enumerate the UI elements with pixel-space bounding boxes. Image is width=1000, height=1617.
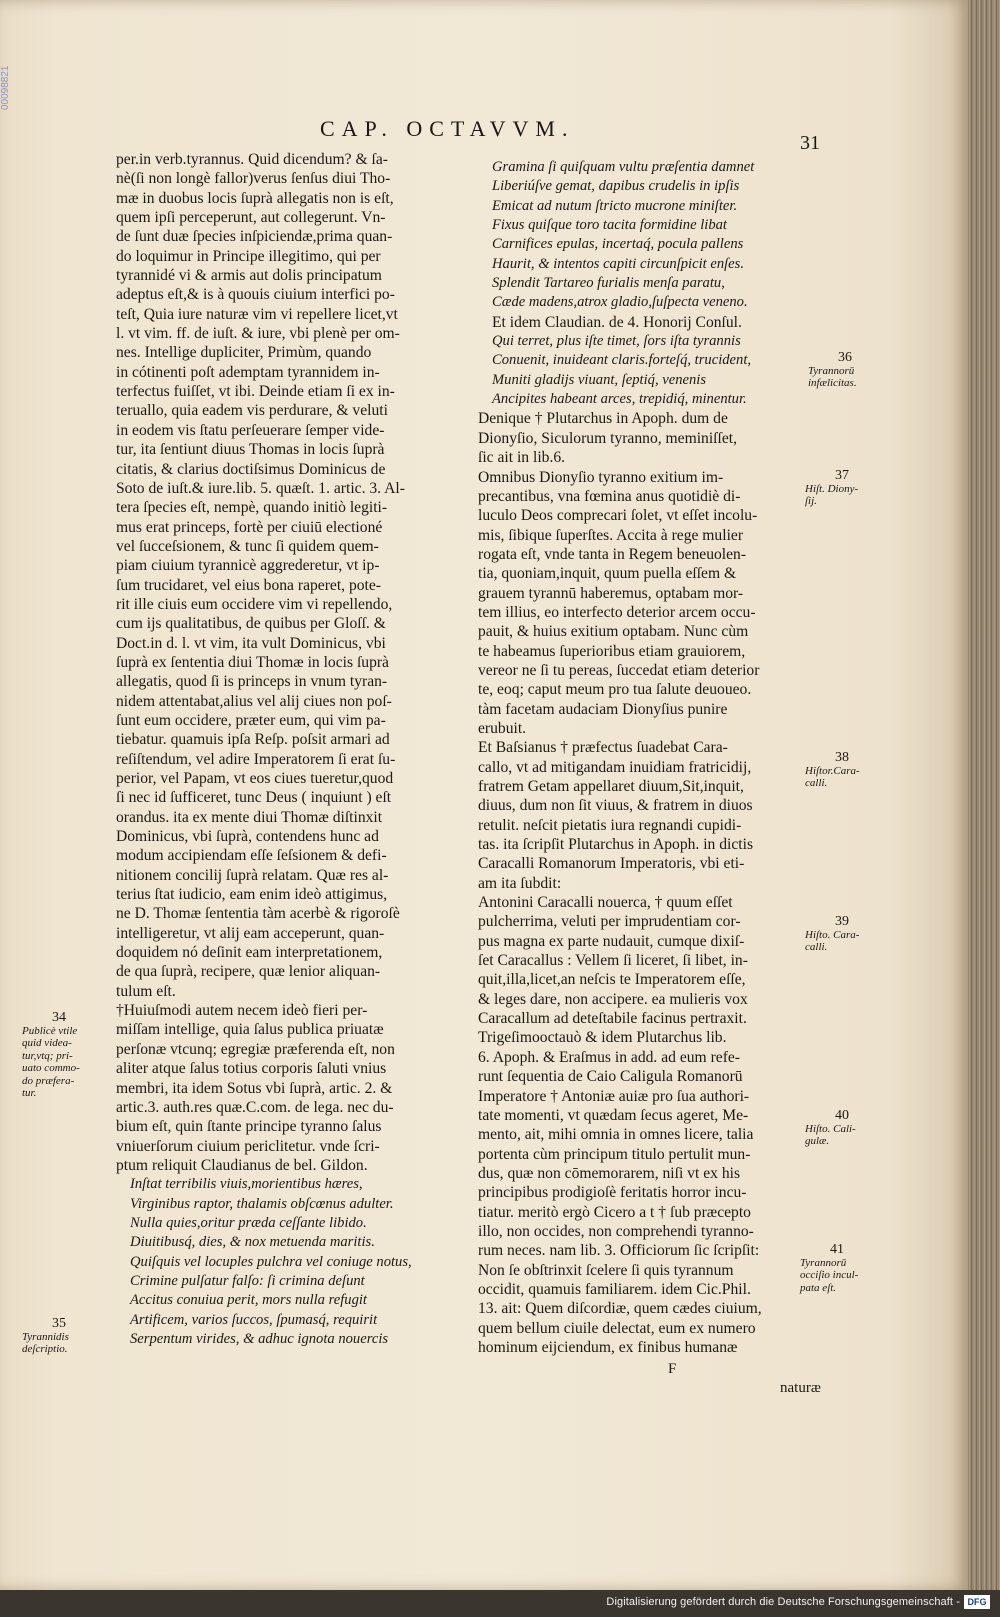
text-line: tàm facetam audaciam Dionyſius punire bbox=[478, 700, 728, 718]
text-line: rum neces. nam lib. 3. Officiorum ſic ſcripſit: bbox=[478, 1242, 760, 1260]
margin-note-number: 37 bbox=[835, 468, 849, 483]
margin-note-line: gulæ. bbox=[805, 1135, 830, 1147]
text-line: occidit, quamuis familiarem. idem Cic.Phil. bbox=[478, 1280, 751, 1298]
text-line: callo, vt ad mitigandam inuidiam fratricidij, bbox=[478, 758, 752, 776]
running-head: CAP. OCTAVVM. bbox=[320, 116, 575, 141]
text-line: principibus prodigioſè feritatis horror incu- bbox=[478, 1184, 747, 1202]
text-line: membri, ita idem Sotus vbi ſuprà, artic. 2. & bbox=[116, 1079, 393, 1097]
text-line: tiatur. meritò ergò Cicero a t † ſub præcepto bbox=[478, 1203, 751, 1221]
text-line: doquidem nó deſinit eam interpretationem, bbox=[116, 944, 383, 962]
text-line: cum ijs qualitatibus, de quibus per Gloſſ. & bbox=[116, 615, 386, 633]
verse-line: Fixus quiſque toro tacita formidine libat bbox=[492, 217, 727, 234]
verse-line: Crimine pulſatur falſo: ſi crimina deſunt bbox=[130, 1272, 365, 1289]
text-line: Dominicus, vbi ſuprà, contendens hunc ad bbox=[116, 828, 379, 846]
margin-note bbox=[808, 352, 857, 390]
text-line: ſic ait in lib.6. bbox=[478, 449, 566, 467]
margin-note-line: deſcriptio. bbox=[22, 1343, 68, 1355]
text-line: artic.3. auth.res quæ.C.com. de lega. nec du- bbox=[116, 1098, 394, 1116]
text-line: Trigeſimooctauò & idem Plutarchus lib. bbox=[478, 1029, 727, 1047]
margin-note-line: Hiſto. Cali- bbox=[805, 1122, 856, 1135]
margin-note-line: Publicè vtile bbox=[22, 1024, 78, 1037]
text-line: nè(ſi non longè fallor)verus ſenſus diui Tho- bbox=[116, 170, 391, 188]
verse-line: Muniti gladijs viuant, ſeptiq́, venenis bbox=[492, 371, 707, 388]
text-line: adeptus eſt,& is à quouis ciuium interfici po- bbox=[116, 286, 395, 304]
verse-line: Haurit, & intentos capiti circunſpicit enſes. bbox=[492, 255, 744, 272]
margin-note bbox=[22, 1012, 80, 1100]
archive-number: 00098821 bbox=[0, 65, 11, 110]
text-line: Denique † Plutarchus in Apoph. dum de bbox=[478, 410, 728, 428]
margin-note-line: ſij. bbox=[805, 495, 817, 507]
text-line: de ſunt duæ ſpecies inſpiciendæ,prima quan- bbox=[116, 228, 393, 246]
text-line: mis, ſibique ſuperſtes. Accita à rege mulier bbox=[478, 526, 744, 544]
text-line: perſonæ vtcunq; egregiæ præferenda eſt, non bbox=[116, 1040, 395, 1058]
text-line: tas. ita ſcripſit Plutarchus in Apoph. in dictis bbox=[478, 836, 754, 854]
text-line: modum accipiendam eſſe ſeſsionem & defi- bbox=[116, 847, 387, 865]
left-prose bbox=[116, 150, 456, 1175]
verse-line: Nulla quies,oritur præda ceſſante libido. bbox=[130, 1214, 367, 1231]
text-line: Et Baſsianus † præfectus ſuadebat Cara- bbox=[478, 739, 728, 757]
margin-note-line: quid videa- bbox=[22, 1037, 72, 1049]
text-line: quit,illa,licet,an neſcis te Imperatorem eſſe, bbox=[478, 971, 746, 989]
text-line: de qua ſuprà, recipere, quæ lenior aliquan- bbox=[116, 963, 381, 981]
margin-note-number: 34 bbox=[52, 1010, 66, 1025]
margin-note-line: calli. bbox=[805, 777, 828, 789]
verse-line: Artificem, varios ſuccos, ſpumasq́, requirit bbox=[130, 1311, 378, 1328]
text-line: mus erat princeps, fortè per ciuiū electioné bbox=[116, 518, 383, 536]
left-column bbox=[116, 150, 456, 1349]
verse-line: Accitus conuiua perit, mors nulla refugit bbox=[130, 1292, 367, 1309]
margin-note-number: 39 bbox=[835, 914, 849, 929]
text-line: †Huiuſmodi autem necem ideò fieri per- bbox=[116, 1002, 368, 1020]
text-line: citatis, & clarius doctiſsimus Dominicus de bbox=[116, 460, 386, 478]
verse-line: Diuitibusq́, dies, & nox metuenda maritis. bbox=[130, 1234, 375, 1251]
text-line: perior, vel Papam, vt eos ciues tueretur,quod bbox=[116, 770, 394, 787]
text-line: vniuerſorum ciuium periclitetur. vnde ſcri- bbox=[116, 1137, 380, 1155]
text-line: tulum eſt. bbox=[116, 982, 176, 1000]
margin-note-line: tur,vtq; pri- bbox=[22, 1049, 73, 1062]
text-line: Soto de iuſt.& iure.lib. 5. quæſt. 1. artic. 3. Al- bbox=[116, 479, 405, 497]
text-line: Doct.in d. l. vt vim, ita vult Dominicus, vbi bbox=[116, 634, 386, 652]
margin-note-line: Hiſto. Cara- bbox=[805, 928, 860, 941]
text-line: & leges dare, non accipere. ea mulieris vox bbox=[478, 990, 748, 1008]
text-line: ſum trucidaret, vel eius bona raperet, pote- bbox=[116, 576, 381, 594]
text-line: tia, quoniam,inquit, quum puella eſſem & bbox=[478, 565, 737, 583]
text-line: teruallo, quia eadem vis perdurare, & veluti bbox=[116, 402, 388, 420]
text-line: erubuit. bbox=[478, 719, 527, 737]
text-line: intelligeretur, vt alij eam acceperunt, quan- bbox=[116, 924, 385, 942]
text-line: nes. Intellige dupliciter, Primùm, quando bbox=[116, 344, 372, 362]
text-line: tiebatur. quamuis ipſa Reſp. poſsit armari ad bbox=[116, 731, 390, 749]
text-line: Antonini Caracalli nouerca, † quum eſſet bbox=[478, 894, 733, 912]
text-line: miſſam intellige, quia ſalus publica priuatæ bbox=[116, 1021, 384, 1039]
margin-note-number: 38 bbox=[835, 750, 849, 765]
text-line: te, eoq; caput meum pro tua ſalute deuoueo. bbox=[478, 681, 752, 699]
margin-note-line: Tyrannorū bbox=[808, 364, 855, 377]
text-line: Dionyſio, Siculorum tyranno, meminiſſet, bbox=[478, 429, 738, 447]
verse-line: Qui terret, plus iſte timet, ſors iſta tyrannis bbox=[492, 333, 741, 350]
margin-note-line: do præfera- bbox=[22, 1074, 75, 1087]
text-line: precantibus, vna fœmina anus quotidiè di- bbox=[478, 487, 741, 505]
text-line: Caracalli Romanorum Imperatoris, vbi eti- bbox=[478, 855, 745, 873]
verse-line: Ancipites habeant arces, trepidiq́, minentur. bbox=[492, 391, 747, 408]
text-line: pauit, & huius exitium optabam. Nunc cùm bbox=[478, 623, 749, 641]
text-line: ſuprà ex ſententia diui Thomæ in locis ſuprà bbox=[116, 653, 389, 671]
text-line: in eodem vis ſtatu perſeuerare ſemper vide- bbox=[116, 421, 385, 439]
footer-bar bbox=[0, 1590, 1000, 1617]
text-line: diuus, dum non ſit viuus, & fratrem in diuos bbox=[478, 797, 753, 815]
text-line: reſiſtendum, vel adire Imperatorem ſi erat ſu- bbox=[116, 750, 396, 768]
margin-note bbox=[805, 752, 860, 790]
margin-note bbox=[805, 1110, 856, 1148]
text-line: Omnibus Dionyſio tyranno exitium im- bbox=[478, 468, 724, 486]
text-line: grauem tyrannū haberemus, optabam mor- bbox=[478, 584, 744, 602]
verse-line: Emicat ad nutum ſtricto mucrone miniſter. bbox=[492, 197, 738, 214]
text-line: vereor ne ſi tu pereas, ſuccedat etiam deterior bbox=[478, 661, 760, 679]
text-line: te habeamus ſuperioribus etiam grauiorem, bbox=[478, 642, 746, 660]
text-line: allegatis, quod ſi is princeps in vnum tyran- bbox=[116, 673, 388, 691]
verse-line: Inſtat terribilis viuis,morientibus hæres, bbox=[130, 1176, 363, 1193]
text-line: ptum reliquit Claudianus de bel. Gildon. bbox=[116, 1156, 368, 1174]
text-line: fratrem Getam appellaret diuum,Sit,inquit, bbox=[478, 778, 744, 795]
text-line: luculo Deos comprecari ſolet, vt eſſet incolu- bbox=[478, 507, 758, 525]
margin-note-line: tur. bbox=[22, 1087, 37, 1099]
text-line: teſt, Quia iure naturæ vim vi repellere licet,vt bbox=[116, 305, 398, 323]
text-line: am ita ſubdit: bbox=[478, 874, 562, 892]
right-verse-top bbox=[478, 158, 828, 313]
margin-note-number: 41 bbox=[830, 1242, 844, 1257]
page-number: 31 bbox=[800, 132, 820, 154]
verse-line: Cæde madens,atrox gladio,ſuſpecta veneno. bbox=[492, 294, 748, 311]
text-line: ſunt eum occidere, præter eum, qui vim pa- bbox=[116, 711, 386, 729]
verse-line: Splendit Tartareo furialis menſa paratu, bbox=[492, 275, 725, 292]
text-line: do loquimur in Principe illegitimo, qui per bbox=[116, 247, 381, 265]
margin-note-line: Hiſtor.Cara- bbox=[805, 764, 860, 777]
margin-note-line: calli. bbox=[805, 941, 828, 953]
right-verse-mid bbox=[478, 332, 828, 409]
signature-mark: F bbox=[668, 1361, 677, 1377]
text-line: rogata eſt, vnde tanta in Regem beneuolen- bbox=[478, 545, 747, 563]
text-line: vel ſucceſsionem, & tunc ſi quidem quem- bbox=[116, 537, 379, 555]
verse-line: Gramina ſi quiſquam vultu præſentia damnet bbox=[492, 159, 755, 175]
text-line: tem illius, eo interfecto deterior arcem occu- bbox=[478, 603, 756, 621]
text-line: tyrannidé vi & armis aut dolis principatum bbox=[116, 267, 382, 285]
text-line: illo, non occides, non comprehendi tyranno- bbox=[478, 1222, 754, 1240]
margin-note-line: Tyrannorū bbox=[800, 1256, 847, 1269]
text-line: tate momenti, vt quædam ſecus ageret, Me- bbox=[478, 1106, 749, 1124]
text-line: runt ſequentia de Caio Caligula Romanorū bbox=[478, 1068, 743, 1086]
text-line: nitionem concilij ſuprà relatam. Quæ res al- bbox=[116, 866, 389, 884]
text-line: terius ſtat iudicio, eam enim ideò attigimus, bbox=[116, 886, 388, 904]
right-column bbox=[478, 158, 828, 1357]
text-line: Caracallum ad deteſtabile facinus pertraxit. bbox=[478, 1010, 747, 1028]
text-line: retulit. neſcit pietatis iura regnandi cupidi- bbox=[478, 816, 742, 834]
margin-note bbox=[800, 1244, 858, 1294]
margin-note-line: Tyrannidis bbox=[22, 1330, 69, 1343]
margin-note-line: Hiſt. Diony- bbox=[805, 482, 859, 495]
margin-note bbox=[805, 470, 858, 508]
margin-note-line: pata eſt. bbox=[800, 1281, 837, 1294]
text-line: quem bellum ciuile delectat, eum ex numero bbox=[478, 1319, 756, 1337]
margin-note-line: infælicitas. bbox=[808, 377, 857, 389]
text-line: Non ſe obſtrinxit ſcelere ſi quis tyrannum bbox=[478, 1261, 734, 1279]
text-line: orandus. ita ex mente diui Thomæ diſtinxit bbox=[116, 808, 383, 826]
dfg-logo: DFG bbox=[964, 1595, 990, 1609]
text-line: rit ille ciuis eum occidere vim vi repellendo, bbox=[116, 595, 393, 613]
text-line: mæ in duobus locis ſuprà allegatis non is eſt, bbox=[116, 189, 394, 207]
text-line: dus, quæ non cōmemorarem, niſi vt ex his bbox=[478, 1164, 741, 1182]
verse-line: Serpentum virides, & adhuc ignota nouercis bbox=[130, 1330, 389, 1347]
claudian-line: Et idem Claudian. de 4. Honorij Conſul. bbox=[492, 313, 742, 331]
margin-note-number: 35 bbox=[52, 1316, 66, 1331]
right-prose bbox=[478, 409, 828, 1357]
text-line: portenta cùm principum titulo pertulit mun- bbox=[478, 1145, 751, 1163]
verse-line: Liberiúſve gemat, dapibus crudelis in ipſis bbox=[492, 178, 740, 195]
text-line: per.in verb.tyrannus. Quid dicendum? & ſa- bbox=[116, 151, 388, 168]
text-line: l. vt vim. ff. de iuſt. & iure, vbi plenè per om- bbox=[116, 325, 400, 343]
footer-text: Digitalisierung gefördert durch die Deutsche Forschungsgemeinschaft - bbox=[606, 1596, 960, 1608]
margin-note-number: 40 bbox=[835, 1108, 849, 1123]
margin-note-number: 36 bbox=[838, 350, 852, 365]
text-line: mento, ait, mihi omnia in omnes licere, talia bbox=[478, 1126, 754, 1144]
verse-line: Conuenit, inuideant claris.forteſq́, trucident, bbox=[492, 352, 752, 369]
text-line: pulcherrima, veluti per imprudentiam cor- bbox=[478, 913, 741, 931]
text-line: ne D. Thomæ ſententia tàm acerbè & rigoroſè bbox=[116, 905, 400, 923]
verse-line: Virginibus raptor, thalamis obſcœnus adulter. bbox=[130, 1195, 394, 1212]
page-edges bbox=[968, 0, 1000, 1590]
text-line: in cótinenti poſt ademptam tyrannidem in- bbox=[116, 363, 380, 381]
text-line: hominum eijciendum, ex finibus humanæ bbox=[478, 1338, 738, 1356]
text-line: tera ſpecies eſt, nempè, quando initiò legiti- bbox=[116, 499, 388, 517]
text-line: bium eſt, quin ſtante principe tyranno ſalus bbox=[116, 1118, 382, 1136]
text-line: pus magna ex parte nudauit, cumque dixiſ- bbox=[478, 932, 745, 950]
verse-line: Quiſquis vel locuples pulchra vel coniuge notus, bbox=[130, 1253, 412, 1270]
text-line: tur, ita ſentiunt diuus Thomas in locis ſuprà bbox=[116, 441, 385, 459]
text-line: 6. Apoph. & Eraſmus in add. ad eum refe- bbox=[478, 1048, 740, 1066]
text-line: 13. ait: Quem diſcordiæ, quem cædes ciuium, bbox=[478, 1300, 762, 1318]
left-verse bbox=[116, 1175, 456, 1349]
margin-note-line: occiſio incul- bbox=[800, 1269, 859, 1281]
text-line: piam ciuium tyrannicè aggrederetur, vt ip- bbox=[116, 557, 380, 575]
text-line: ſet Caracallus : Vellem ſi liceret, ſi libet, in- bbox=[478, 952, 748, 970]
verse-line: Carnifices epulas, incertaq́, pocula pallens bbox=[492, 236, 744, 253]
text-line: terfectus fuiſſet, vt ibi. Deinde etiam ſi ex in- bbox=[116, 383, 395, 401]
text-line: quem ipſi perceperunt, aut collegerunt. Vn- bbox=[116, 209, 386, 227]
catchword: naturæ bbox=[780, 1380, 821, 1396]
text-line: ſi nec id ſufficeret, tunc Deus ( inquiunt ) eſt bbox=[116, 789, 392, 807]
margin-note bbox=[805, 916, 859, 954]
margin-note-line: uato commo- bbox=[22, 1062, 80, 1074]
text-line: nidem attentabat,alius vel alij ciues non poſ- bbox=[116, 692, 392, 710]
text-line: aliter atque ſalus totius corporis ſaluti vnius bbox=[116, 1060, 387, 1078]
text-line: Imperatore † Antoniæ auiæ pro ſua authori- bbox=[478, 1087, 750, 1105]
margin-note bbox=[22, 1318, 69, 1356]
